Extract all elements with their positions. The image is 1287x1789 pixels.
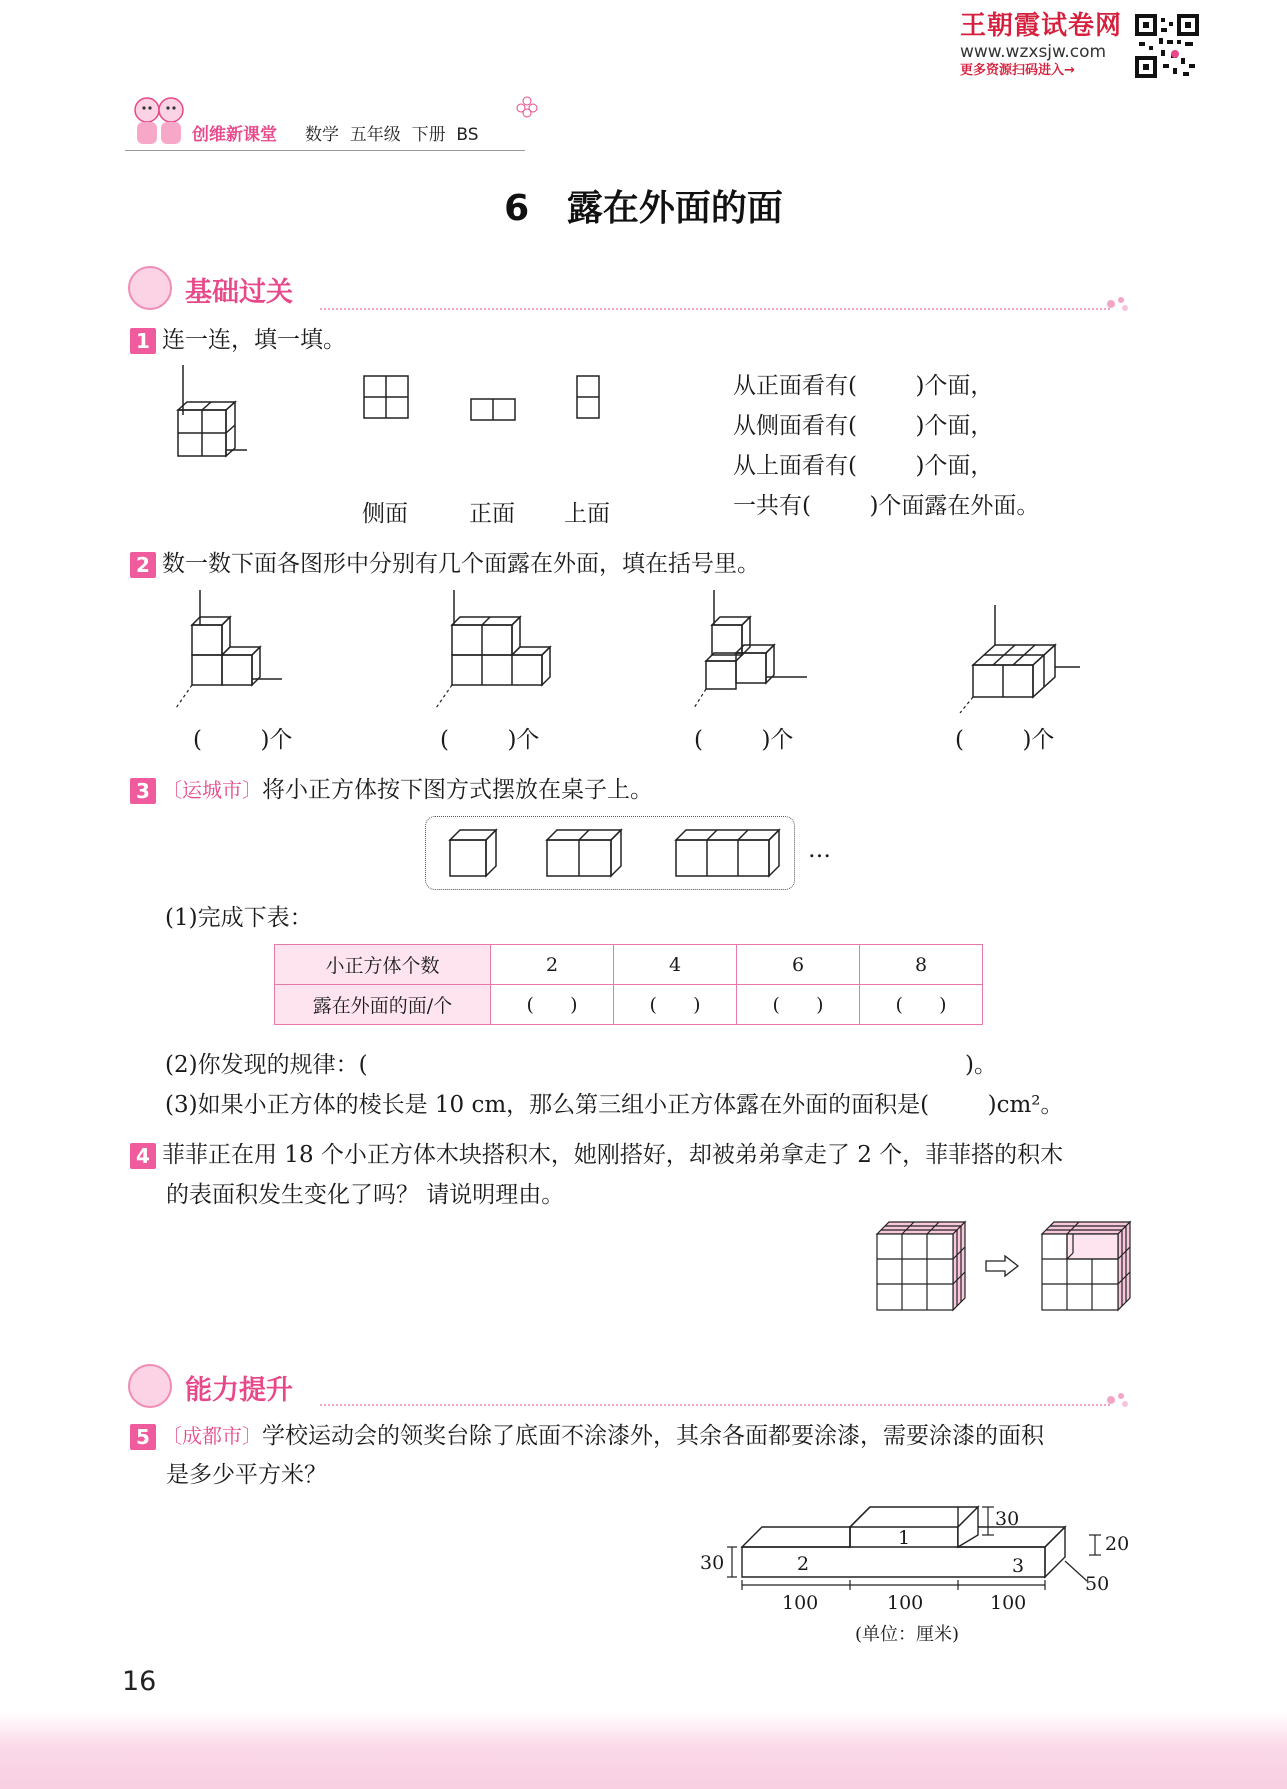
q5-unit-label: (单位：厘米) bbox=[855, 1624, 960, 1645]
arrow-right-icon bbox=[985, 1255, 1019, 1277]
q5-depth: 50 bbox=[1085, 1573, 1110, 1595]
q1-label-side: 侧面 bbox=[362, 501, 408, 527]
q2-number: 2 bbox=[130, 552, 156, 578]
q4-prompt-line1: 4 菲菲正在用 18 个小正方体木块搭积木，她刚搭好，却被弟弟拿走了 2 个，菲菲搭的积木 bbox=[130, 1135, 1063, 1175]
q5-step-label: 3 bbox=[1012, 1555, 1025, 1577]
table-row bbox=[275, 945, 983, 985]
q3-group-2 bbox=[545, 828, 630, 880]
table-cell: 2 bbox=[491, 945, 614, 985]
q1-label-top: 上面 bbox=[564, 501, 610, 527]
q1-blank-total[interactable]: 一共有( )个面露在外面。 bbox=[733, 493, 1040, 519]
section-basic-title: 基础过关 bbox=[185, 277, 293, 308]
q2-blank-d[interactable]: ( )个 bbox=[955, 727, 1055, 753]
brand-tagline: 更多资源扫码进入→ bbox=[960, 63, 1075, 78]
table-head-count: 小正方体个数 bbox=[275, 945, 491, 985]
q1-number: 1 bbox=[130, 328, 156, 354]
table-cell: 4 bbox=[614, 945, 737, 985]
q2-prompt: 2 数一数下面各图形中分别有几个面露在外面，填在括号里。 bbox=[130, 544, 760, 584]
section-basic-icon bbox=[128, 266, 172, 310]
q1-view-front bbox=[470, 398, 518, 422]
q5-step-label: 2 bbox=[797, 1553, 810, 1575]
q4-number: 4 bbox=[130, 1143, 156, 1169]
q5-step-label: 1 bbox=[898, 1527, 911, 1549]
page-title: 6 露在外面的面 bbox=[504, 188, 783, 229]
q5-dimension-lines bbox=[690, 1495, 1150, 1635]
series-name: 创维新课堂 bbox=[192, 125, 277, 145]
q1-prompt: 1 连一连，填一填。 bbox=[130, 320, 346, 360]
book-info: 数学 五年级 下册 BS bbox=[305, 125, 479, 145]
table-blank-cell[interactable]: ( ) bbox=[614, 985, 737, 1025]
q2-figure-a bbox=[172, 590, 292, 715]
section-advanced-icon bbox=[128, 1364, 172, 1408]
qr-code-icon[interactable] bbox=[1135, 14, 1199, 78]
q3-part2-blank[interactable] bbox=[390, 1080, 950, 1082]
q4-cube-after bbox=[1040, 1220, 1132, 1312]
q3-group-1 bbox=[448, 828, 503, 880]
q5-height-left: 30 bbox=[700, 1552, 725, 1574]
q5-number: 5 bbox=[130, 1424, 156, 1450]
q1-view-top bbox=[576, 375, 602, 423]
table-blank-cell[interactable]: ( ) bbox=[860, 985, 983, 1025]
q2-figure-b bbox=[432, 590, 567, 715]
q1-cube-figure bbox=[175, 365, 250, 465]
q2-blank-b[interactable]: ( )个 bbox=[440, 727, 540, 753]
dots-decoration-icon bbox=[1105, 1390, 1131, 1410]
header-underline bbox=[125, 150, 525, 151]
q3-table bbox=[274, 944, 983, 1025]
q3-part1-label: (1)完成下表： bbox=[165, 905, 313, 931]
q3-ellipsis: … bbox=[808, 837, 831, 863]
q5-width-3: 100 bbox=[990, 1592, 1027, 1614]
brand-name: 王朝霞试卷网 bbox=[960, 11, 1123, 41]
q3-number: 3 bbox=[130, 778, 156, 804]
table-cell: 6 bbox=[737, 945, 860, 985]
q5-prompt-line2: 是多少平方米？ bbox=[166, 1462, 327, 1488]
q5-region-tag: 〔成都市〕 bbox=[162, 1424, 262, 1448]
section-advanced-title: 能力提升 bbox=[185, 1375, 293, 1406]
q3-region-tag: 〔运城市〕 bbox=[162, 778, 262, 802]
q1-blank-top[interactable]: 从上面看有( )个面， bbox=[733, 453, 994, 479]
q5-height-mid: 30 bbox=[995, 1508, 1020, 1530]
q3-group-3 bbox=[674, 828, 789, 880]
brand-url[interactable]: www.wzxsjw.com bbox=[960, 42, 1107, 62]
q3-prompt: 3 〔运城市〕将小正方体按下图方式摆放在桌子上。 bbox=[130, 770, 653, 810]
q1-view-side bbox=[363, 375, 411, 421]
q1-label-front: 正面 bbox=[469, 501, 515, 527]
q3-part2-label: (2)你发现的规律：( bbox=[165, 1052, 368, 1078]
q5-prompt-line1: 5 〔成都市〕学校运动会的领奖台除了底面不涂漆外，其余各面都要涂漆，需要涂漆的面积 bbox=[130, 1416, 1044, 1456]
q5-height-right: 20 bbox=[1105, 1533, 1130, 1555]
section-advanced-divider bbox=[320, 1404, 1110, 1406]
table-head-faces: 露在外面的面/个 bbox=[275, 985, 491, 1025]
q1-blank-side[interactable]: 从侧面看有( )个面， bbox=[733, 413, 994, 439]
table-blank-cell[interactable]: ( ) bbox=[737, 985, 860, 1025]
brand-block bbox=[960, 10, 1135, 80]
q2-figure-d bbox=[955, 605, 1085, 715]
table-blank-cell[interactable]: ( ) bbox=[491, 985, 614, 1025]
footer-band bbox=[0, 1712, 1287, 1789]
flower-decoration-icon bbox=[515, 95, 539, 119]
q3-part2-end: )。 bbox=[965, 1052, 997, 1078]
q4-cube-before bbox=[875, 1220, 967, 1312]
table-cell: 8 bbox=[860, 945, 983, 985]
dots-decoration-icon bbox=[1105, 294, 1131, 314]
q1-blank-front[interactable]: 从正面看有( )个面， bbox=[733, 373, 994, 399]
q4-prompt-line2: 的表面积发生变化了吗？ 请说明理由。 bbox=[166, 1182, 565, 1208]
table-row bbox=[275, 985, 983, 1025]
q2-figure-c bbox=[692, 590, 812, 715]
section-basic-divider bbox=[320, 308, 1110, 310]
q5-width-2: 100 bbox=[887, 1592, 924, 1614]
q2-blank-a[interactable]: ( )个 bbox=[193, 727, 293, 753]
kids-mascot-icon bbox=[125, 92, 195, 152]
page-number: 16 bbox=[122, 1666, 157, 1697]
q3-part3[interactable]: (3)如果小正方体的棱长是 10 cm，那么第三组小正方体露在外面的面积是( )cm²。 bbox=[165, 1092, 1064, 1118]
q5-width-1: 100 bbox=[782, 1592, 819, 1614]
q2-blank-c[interactable]: ( )个 bbox=[694, 727, 794, 753]
